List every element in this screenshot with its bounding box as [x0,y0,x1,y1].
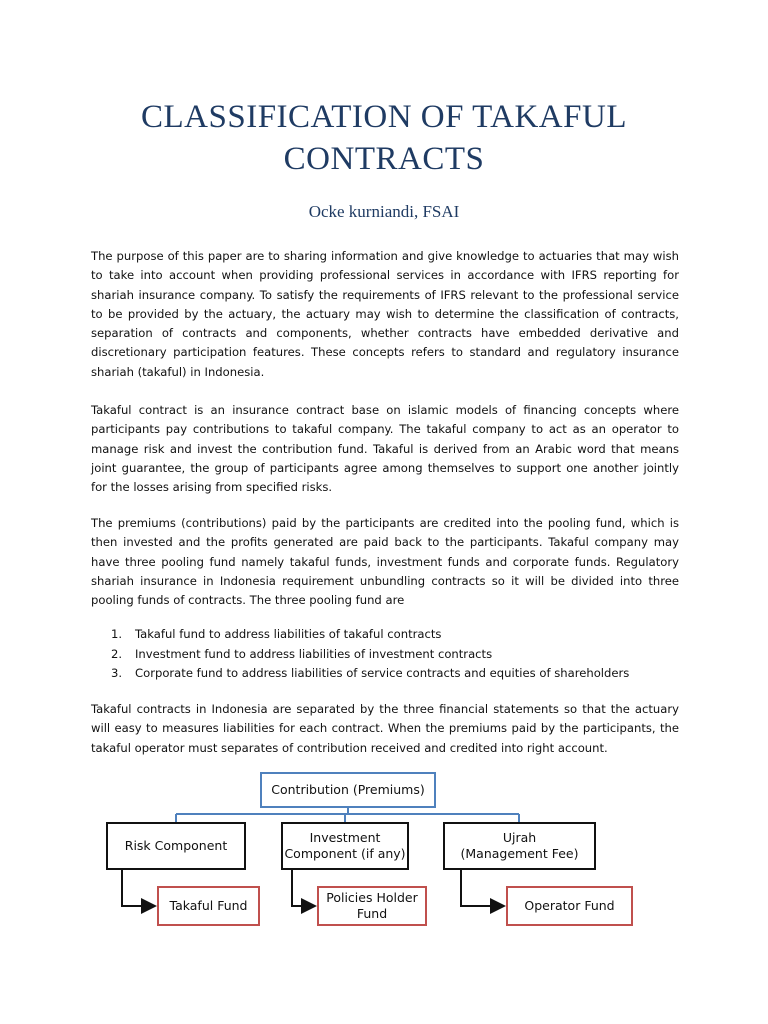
title-line-2: CONTRACTS [283,141,485,177]
paragraph-pooling-funds: The premiums (contributions) paid by the participants are credited into the pooling fund, which is then invested and the profits generated are paid back to the participants. Takaful company may have three pooling fund namely takaful funds, investment funds and corporate funds. Regulatory shariah insurance in Indonesia requirement unbundling contracts so it will be divided into three pooling funds of contracts. The three pooling fund are [91,516,679,608]
investment-component-label: Investment Component (if any) [284,830,406,861]
arrow-ujrah-to-operator [461,870,504,906]
policies-holder-fund-label: Policies Holder Fund [326,890,418,921]
list-number: 2. [111,646,123,661]
paragraph-takaful-definition: Takaful contract is an insurance contract base on islamic models of financing concepts where participants pay contributions to takaful company. The takaful company to act as an operator to manage risk and invest the contribution fund. Takaful is derived from an Arabic word that means joint guarantee, the group of participants agree among themselves to support one another jointly for the losses arising from specified risks. [91,403,679,495]
author: Ocke kurniandi, FSAI [308,202,460,221]
list-text: Investment fund to address liabilities of investment contracts [135,646,493,661]
risk-component-box [106,822,246,870]
contribution-premiums-label: Contribution (Premiums) [271,782,425,797]
arrow-investment-to-policies [292,870,315,906]
title-line-1: CLASSIFICATION OF TAKAFUL [141,99,627,135]
paragraph-financial-statements: Takaful contracts in Indonesia are separated by the three financial statements so that the actuary will easy to measures liabilities for each contract. When the premiums paid by the participants, the takaful operator must separates of contribution received and credited into right account. [91,702,679,755]
list-text: Takaful fund to address liabilities of takaful contracts [135,627,442,641]
list-text: Corporate fund to address liabilities of service contracts and equities of shareholders [135,666,630,680]
list-number: 1. [111,627,123,641]
ujrah-label: Ujrah (Management Fee) [460,830,579,861]
arrow-risk-to-takaful [122,870,155,906]
ujrah-box [443,822,596,870]
list-number: 3. [111,666,123,680]
contribution-premiums-box [260,772,436,808]
paragraph-purpose: The purpose of this paper are to sharing information and give knowledge to actuaries that may wish to take into account when providing professional services in accordance with IFRS reporting for shariah insurance company. To satisfy the requirements of IFRS relevant to the professional service to be provided by the actuary, the actuary may wish to determine the classification of contracts, separation of contracts and components, whether contracts have embedded derivative and discretionary participation features. These concepts refers to standard and regulatory insurance shariah (takaful) in Indonesia. [91,249,679,379]
risk-component-label: Risk Component [124,838,228,853]
operator-fund-box [506,886,633,926]
takaful-fund-label: Takaful Fund [169,898,248,913]
takaful-fund-box [157,886,260,926]
policies-holder-fund-box [317,886,427,926]
operator-fund-label: Operator Fund [524,898,615,913]
investment-component-box [281,822,409,870]
